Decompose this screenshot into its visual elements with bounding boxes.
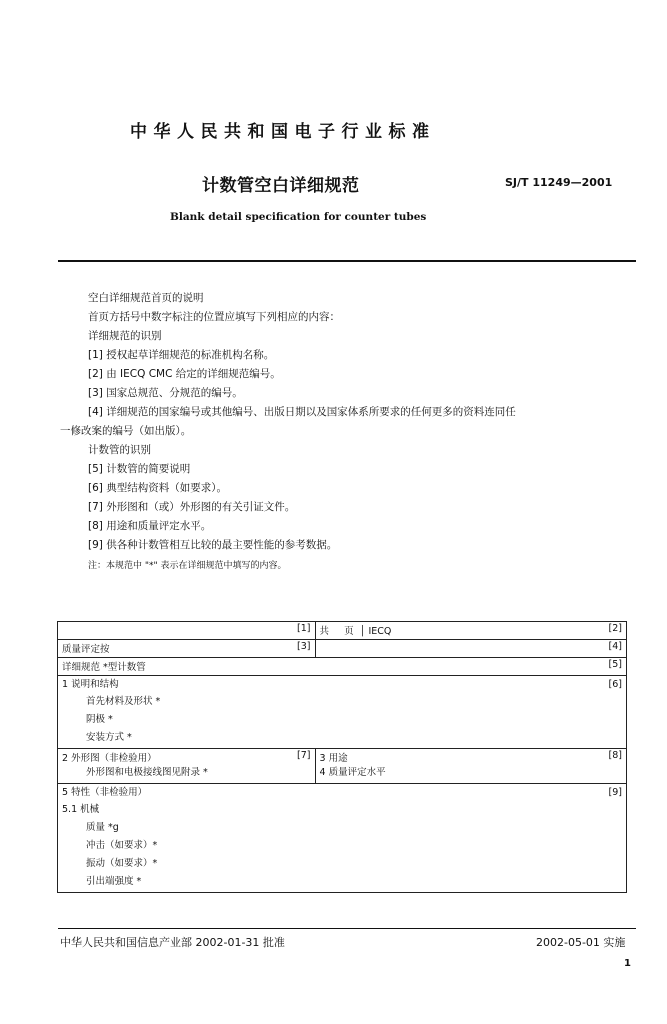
section-3-title: 3 用途 xyxy=(319,753,348,764)
section-5-1-shock: 冲击（如要求）* xyxy=(86,840,158,851)
instruction-item-4-cont: 一修改案的编号（如出版）。 xyxy=(60,425,192,437)
instruction-item-9: [9] 供各种计数管相互比较的最主要性能的参考数据。 xyxy=(88,539,338,551)
approval-line: 中华人民共和国信息产业部 2002-01-31 批准 xyxy=(60,936,285,949)
section-5-1-terminal-strength: 引出端强度 * xyxy=(86,876,142,887)
instruction-item-8: [8] 用途和质量评定水平。 xyxy=(88,520,212,532)
instructions-block xyxy=(60,289,636,576)
form-cell-section-5 xyxy=(58,784,627,893)
standard-title: 计数管空白详细规范 xyxy=(202,176,360,196)
form-cell-section-2 xyxy=(58,749,316,784)
top-rule xyxy=(58,260,636,262)
mark-6: [6] xyxy=(608,679,622,690)
form-row-header xyxy=(58,622,627,640)
section-1-title: 1 说明和结构 xyxy=(62,679,119,690)
mark-3: [3] xyxy=(297,641,311,652)
standard-code: SJ/T 11249—2001 xyxy=(505,176,613,189)
form-cell-tube-type xyxy=(58,658,627,676)
section-5-1-mass: 质量 *g xyxy=(86,822,119,833)
form-row-assessment xyxy=(58,640,627,658)
assessment-label: 质量评定按 xyxy=(62,644,110,655)
form-cell-national-number xyxy=(315,640,626,658)
section-2-title: 2 外形图（非检验用） xyxy=(62,753,157,764)
form-row-section-1 xyxy=(58,676,627,749)
form-row-section-5 xyxy=(58,784,627,893)
form-cell-section-1 xyxy=(58,676,627,749)
mark-2: [2] xyxy=(608,623,622,634)
subheading-spec-id: 详细规范的识别 xyxy=(88,330,162,342)
mark-7: [7] xyxy=(297,750,311,761)
page-number: 1 xyxy=(624,958,631,969)
mark-9: [9] xyxy=(608,787,622,798)
form-cell-page-count: 共 页 │ IECQ [2] xyxy=(315,622,626,640)
section-1-item-mounting: 安装方式 * xyxy=(86,732,132,743)
bottom-rule xyxy=(58,928,636,929)
english-title: Blank detail specification for counter tubes xyxy=(170,211,427,223)
implementation-date: 2002-05-01 实施 xyxy=(536,936,626,949)
form-cell-authority xyxy=(58,622,316,640)
mark-4: [4] xyxy=(608,641,622,652)
section-1-item-cathode: 阴极 * xyxy=(86,714,113,725)
instruction-item-2: [2] 由 IECQ CMC 给定的详细规范编号。 xyxy=(88,368,281,380)
label-ye: 页 xyxy=(344,626,354,637)
instruction-item-3: [3] 国家总规范、分规范的编号。 xyxy=(88,387,243,399)
mark-8: [8] xyxy=(608,750,622,761)
instruction-item-7: [7] 外形图和（或）外形图的有关引证文件。 xyxy=(88,501,296,513)
section-5-1-vibration: 振动（如要求）* xyxy=(86,858,158,869)
instruction-item-1: [1] 授权起草详细规范的标准机构名称。 xyxy=(88,349,275,361)
instructions-note: 注：本规范中 "*" 表示在详细规范中填写的内容。 xyxy=(88,561,287,571)
form-cell-section-3-4 xyxy=(315,749,626,784)
label-iecq: IECQ xyxy=(368,626,392,637)
first-page-form xyxy=(57,621,627,893)
label-gong: 共 xyxy=(319,626,330,637)
instruction-item-4: [4] 详细规范的国家编号或其他编号、出版日期以及国家体系所要求的任何更多的资料连同任 xyxy=(88,406,516,418)
tube-type-label: 详细规范 *型计数管 xyxy=(62,662,146,673)
form-row-tube-type xyxy=(58,658,627,676)
instruction-item-5: [5] 计数管的简要说明 xyxy=(88,463,191,475)
issuing-organization: 中华人民共和国电子行业标准 xyxy=(130,122,436,142)
mark-5: [5] xyxy=(608,659,622,670)
form-row-section-2-3 xyxy=(58,749,627,784)
instructions-line: 首页方括号中数字标注的位置应填写下列相应的内容： xyxy=(88,311,340,323)
section-5-title: 5 特性（非检验用） xyxy=(62,787,148,798)
instruction-item-6: [6] 典型结构资料（如要求）。 xyxy=(88,482,227,494)
section-4-title: 4 质量评定水平 xyxy=(319,767,386,778)
section-2-outline-ref: 外形图和电极接线图见附录 * xyxy=(86,767,208,778)
subheading-tube-id: 计数管的识别 xyxy=(88,444,151,456)
instructions-heading: 空白详细规范首页的说明 xyxy=(88,292,204,304)
mark-1: [1] xyxy=(297,623,311,634)
section-5-1-title: 5.1 机械 xyxy=(62,804,100,815)
form-cell-assessment xyxy=(58,640,316,658)
section-1-item-material: 首先材料及形状 * xyxy=(86,696,161,707)
